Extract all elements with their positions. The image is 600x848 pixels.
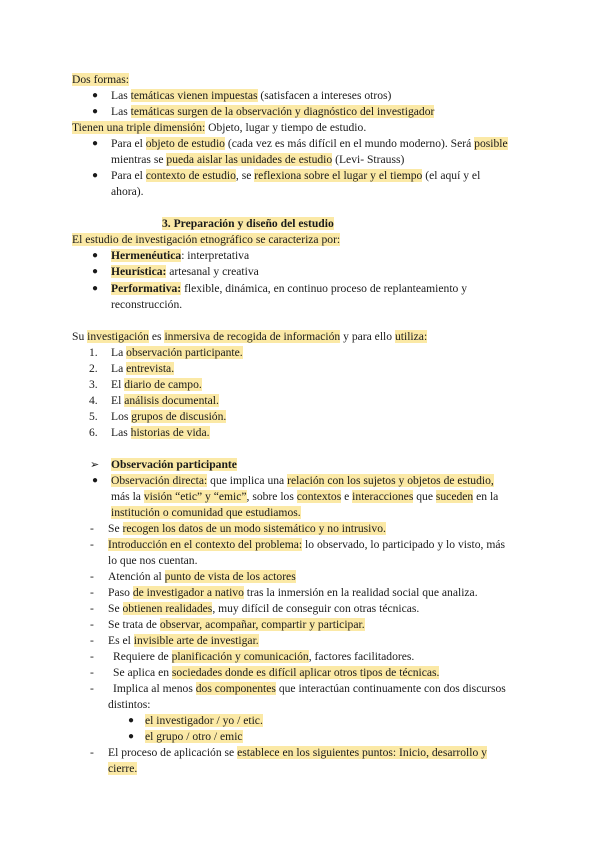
section-title: 3. Preparación y diseño del estudio bbox=[162, 217, 334, 230]
section-lead: El estudio de investigación etnográfico se caracteriza por: bbox=[72, 233, 341, 246]
list-item-cont: más la visión “etic” y “emic”, sobre los contextos e interacciones que suceden en la bbox=[111, 490, 499, 503]
arrow-bullet-icon: ➢ bbox=[90, 459, 100, 471]
sub-list-item: el investigador / yo / etic. bbox=[145, 714, 263, 727]
triple-dimension: Tienen una triple dimensión: Objeto, lugar y tiempo de estudio. bbox=[72, 121, 367, 134]
dash-bullet: - bbox=[90, 522, 94, 535]
dash-bullet: - bbox=[90, 586, 94, 599]
list-item: Se recogen los datos de un modo sistemático y no intrusivo. bbox=[108, 522, 386, 535]
list-item-cont: cierre. bbox=[108, 762, 138, 775]
list-item-cont: distintos: bbox=[108, 698, 151, 711]
subsection-title: Observación participante bbox=[111, 458, 237, 471]
list-number: 6. bbox=[89, 426, 98, 439]
dash-bullet: - bbox=[90, 650, 94, 663]
tool-item: La observación participante. bbox=[111, 346, 243, 359]
trait-item: Performativa: flexible, dinámica, en continuo proceso de replanteamiento y bbox=[111, 282, 468, 295]
list-item: Introducción en el contexto del problema: lo observado, lo participado y lo visto, más bbox=[108, 538, 505, 551]
dash-bullet: - bbox=[90, 602, 94, 615]
list-item: Atención al punto de vista de los actores bbox=[108, 570, 296, 583]
list-item-cont: institución o comunidad que estudiamos. bbox=[111, 506, 301, 519]
list-item: Para el contexto de estudio, se reflexiona sobre el lugar y el tiempo (el aquí y el bbox=[111, 169, 481, 182]
bullet-icon: ● bbox=[92, 106, 99, 117]
list-item: Se obtienen realidades, muy difícil de conseguir con otras técnicas. bbox=[108, 602, 420, 615]
bullet-icon: ● bbox=[92, 283, 99, 294]
bullet-icon: ● bbox=[128, 731, 135, 742]
list-item: Se trata de observar, acompañar, compartir y participar. bbox=[108, 618, 365, 631]
dash-bullet: - bbox=[90, 666, 94, 679]
dash-bullet: - bbox=[90, 634, 94, 647]
list-item: Requiere de planificación y comunicación, factores facilitadores. bbox=[113, 650, 415, 663]
bullet-icon: ● bbox=[92, 170, 99, 181]
sub-list-item: el grupo / otro / emic bbox=[145, 730, 243, 743]
trait-item: Hermenéutica: interpretativa bbox=[111, 249, 250, 262]
list-item: Paso de investigador a nativo tras la inmersión en la realidad social que analiza. bbox=[108, 586, 478, 599]
list-item: Las temáticas surgen de la observación y diagnóstico del investigador bbox=[111, 105, 435, 118]
dash-bullet: - bbox=[90, 682, 94, 695]
dash-bullet: - bbox=[90, 618, 94, 631]
tool-item: Los grupos de discusión. bbox=[111, 410, 227, 423]
list-item: El proceso de aplicación se establece en los siguientes puntos: Inicio, desarrollo y bbox=[108, 746, 487, 759]
tool-item: La entrevista. bbox=[111, 362, 175, 375]
tool-item: El análisis documental. bbox=[111, 394, 219, 407]
intro-heading: Dos formas: bbox=[72, 73, 129, 86]
list-number: 4. bbox=[89, 394, 98, 407]
bullet-icon: ● bbox=[92, 138, 99, 149]
list-item: Se aplica en sociedades donde es difícil aplicar otros tipos de técnicas. bbox=[113, 666, 440, 679]
dash-bullet: - bbox=[90, 746, 94, 759]
research-lead: Su investigación es inmersiva de recogida de información y para ello utiliza: bbox=[72, 330, 428, 343]
dash-bullet: - bbox=[90, 570, 94, 583]
tool-item: El diario de campo. bbox=[111, 378, 202, 391]
list-number: 2. bbox=[89, 362, 98, 375]
list-item: Implica al menos dos componentes que interactúan continuamente con dos discursos bbox=[113, 682, 506, 695]
bullet-icon: ● bbox=[92, 266, 99, 277]
list-number: 1. bbox=[89, 346, 98, 359]
bullet-icon: ● bbox=[92, 90, 99, 101]
bullet-icon: ● bbox=[92, 475, 99, 486]
bullet-icon: ● bbox=[92, 250, 99, 261]
list-item: Observación directa: que implica una relación con los sujetos y objetos de estudio, bbox=[111, 474, 494, 487]
trait-item-cont: reconstrucción. bbox=[111, 298, 183, 311]
tool-item: Las historias de vida. bbox=[111, 426, 210, 439]
list-number: 3. bbox=[89, 378, 98, 391]
list-item-cont: mientras se pueda aislar las unidades de estudio (Levi- Strauss) bbox=[111, 153, 405, 166]
dash-bullet: - bbox=[90, 538, 94, 551]
list-number: 5. bbox=[89, 410, 98, 423]
list-item: Las temáticas vienen impuestas (satisfacen a intereses otros) bbox=[111, 89, 392, 102]
list-item-cont: ahora). bbox=[111, 185, 144, 198]
list-item-cont: lo que nos cuentan. bbox=[108, 554, 198, 567]
bullet-icon: ● bbox=[128, 715, 135, 726]
list-item: Es el invisible arte de investigar. bbox=[108, 634, 259, 647]
trait-item: Heurística: artesanal y creativa bbox=[111, 265, 259, 278]
list-item: Para el objeto de estudio (cada vez es más difícil en el mundo moderno). Será posible bbox=[111, 137, 508, 150]
